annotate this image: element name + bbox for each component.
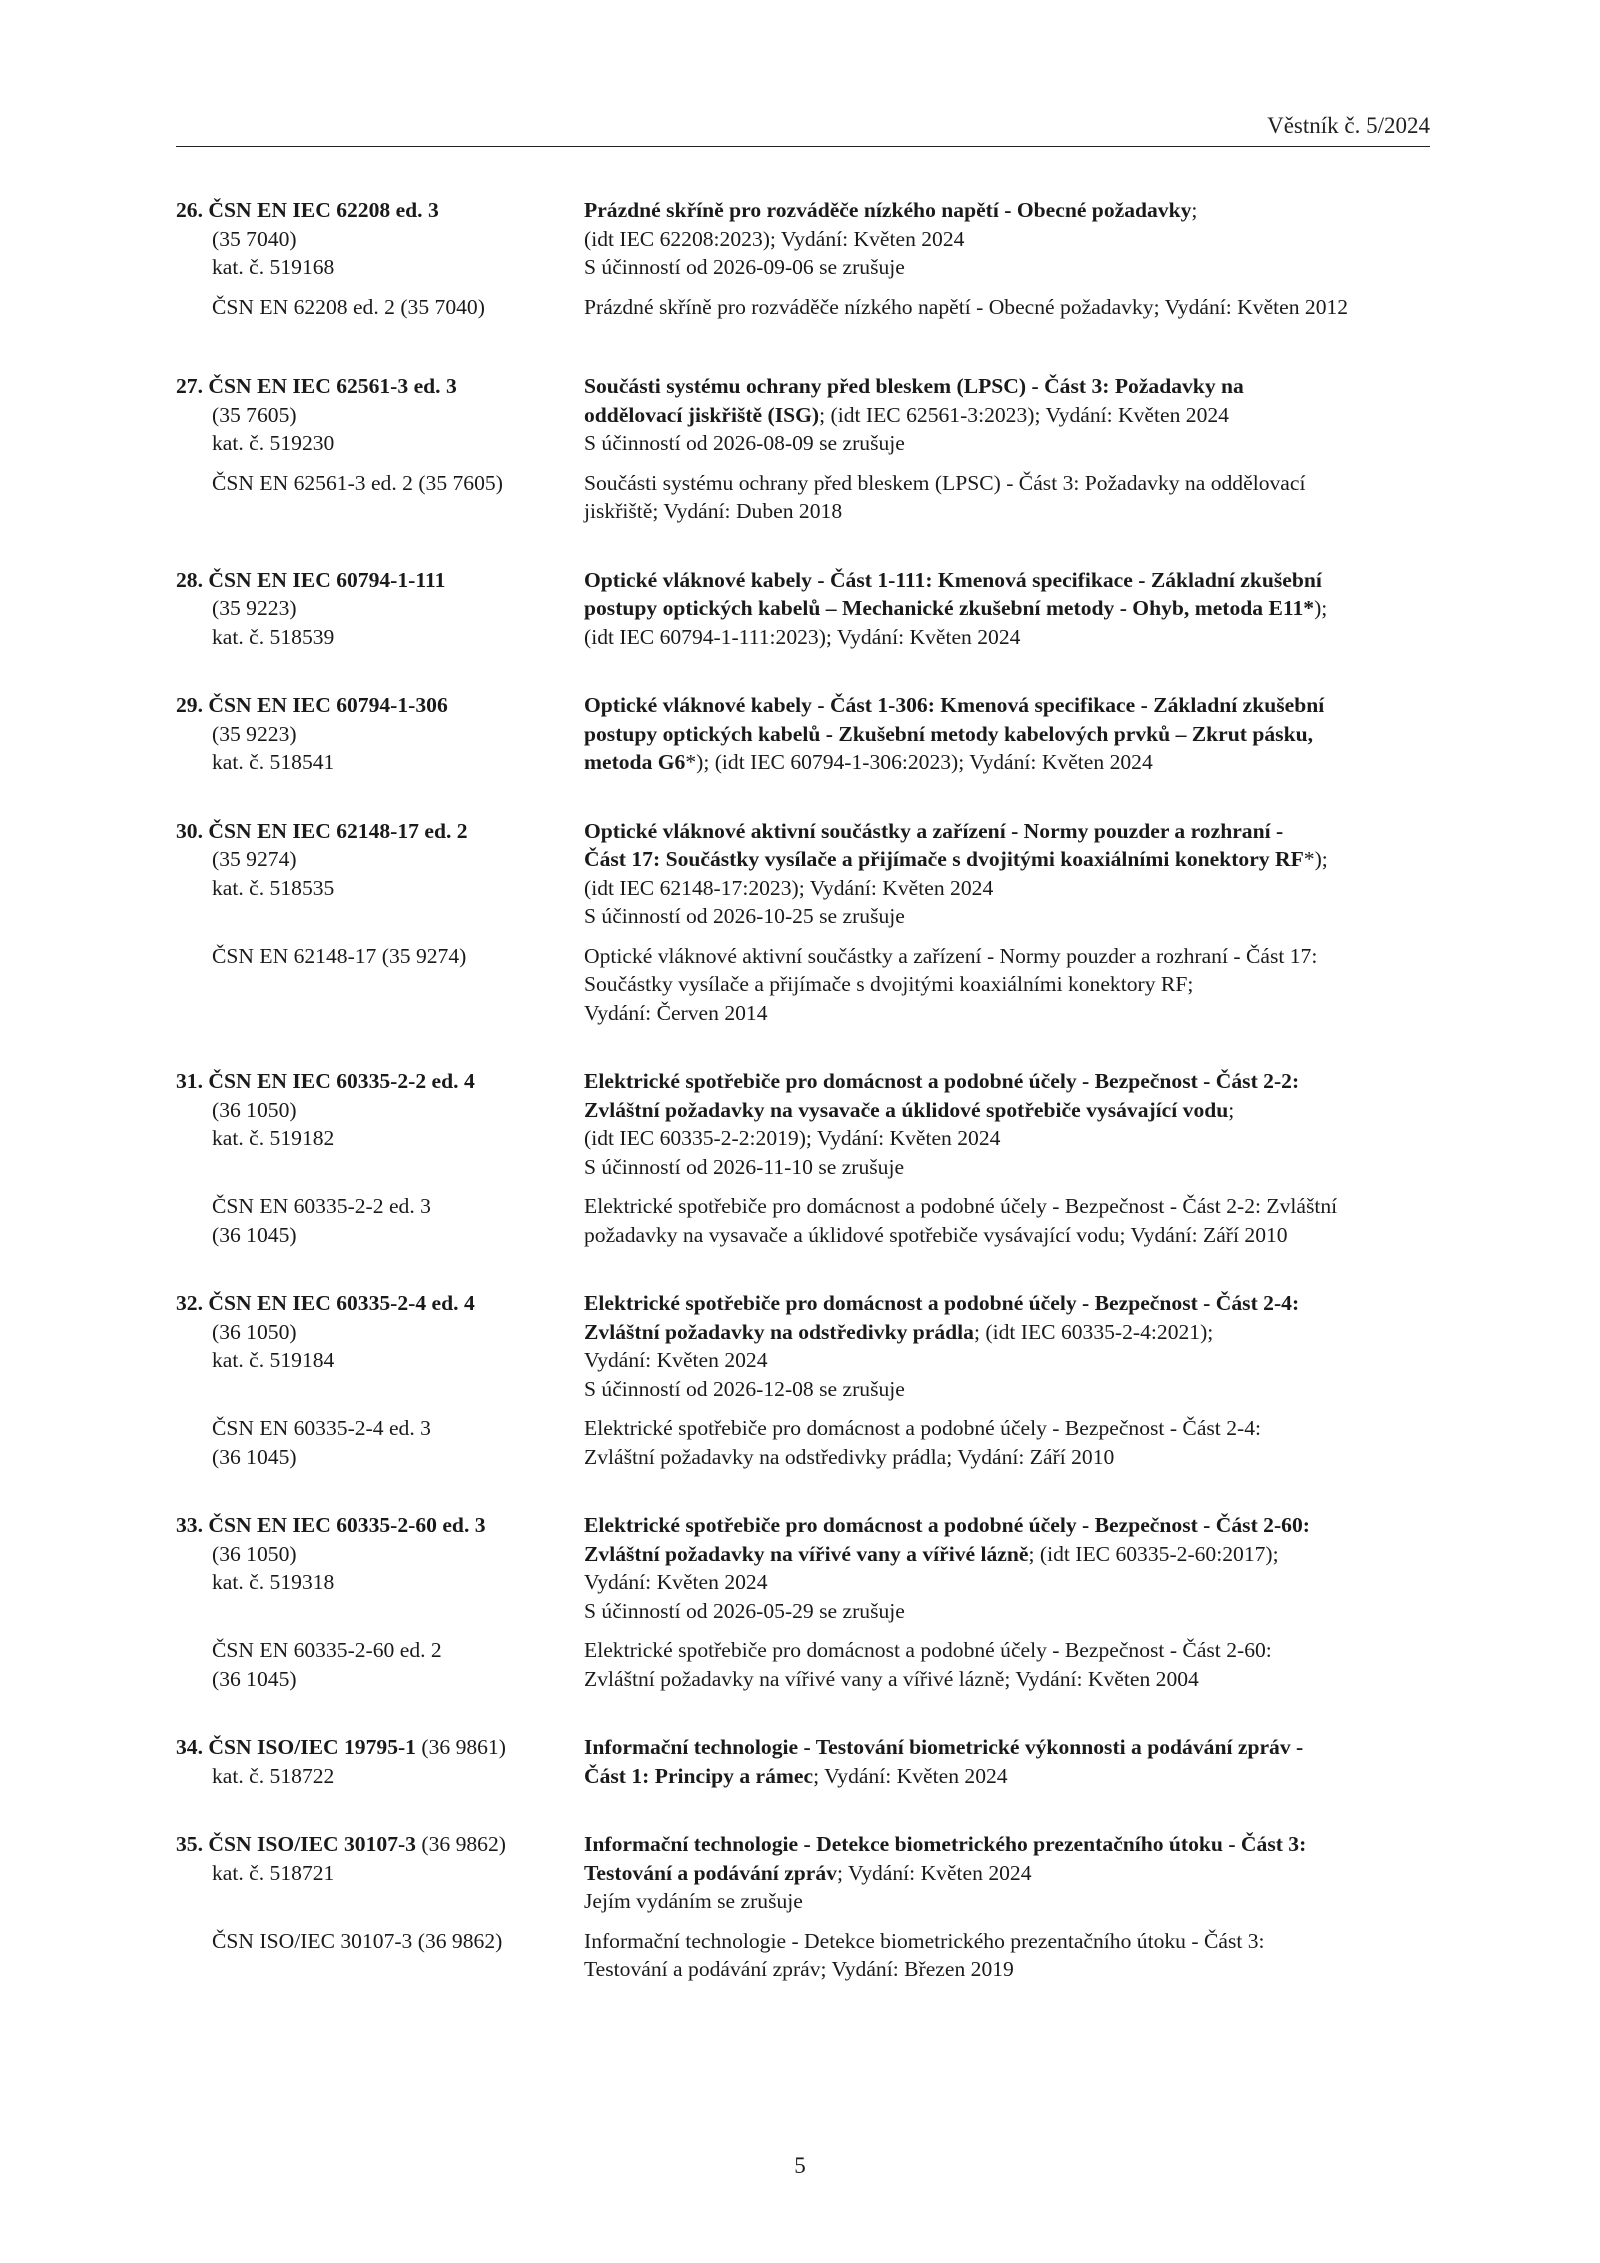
standard-code: ČSN EN IEC 60335-2-60 ed. 3 bbox=[208, 1513, 486, 1537]
classification-number: (36 9861) bbox=[415, 1735, 506, 1759]
standard-description: Optické vláknové aktivní součástky a zařízení - Normy pouzder a rozhraní - Část 17: Součástky vysílače a přijímače s dvojitými koaxiálními konektory RF*); (idt IEC 62148-17:2023); Vydání: Květen 2024 S účinností od 2026-10-25 se zrušuje bbox=[584, 817, 1430, 931]
replaced-standard: ČSN EN 60335-2-60 ed. 2 (36 1045) Elektrické spotřebiče pro domácnost a podobné účely - Bezpečnost - Část 2-60: Zvláštní požadavky na vířivé vany a vířivé lázně; Vydání: Květen 2004 bbox=[176, 1636, 1430, 1693]
replaced-description: Prázdné skříně pro rozváděče nízkého napětí - Obecné požadavky; Vydání: Květen 2012 bbox=[584, 294, 1349, 319]
standard-code: ČSN EN IEC 60794-1-306 bbox=[208, 693, 448, 717]
standard-code: ČSN ISO/IEC 19795-1 bbox=[208, 1735, 416, 1759]
replaced-code: ČSN EN 60335-2-60 ed. 2 bbox=[212, 1638, 442, 1662]
replaced-description: Optické vláknové aktivní součástky a zařízení - Normy pouzder a rozhraní - Část 17: bbox=[584, 943, 1318, 968]
standard-entry bbox=[176, 1830, 1430, 1984]
standard-code: ČSN EN IEC 62148-17 ed. 2 bbox=[208, 818, 468, 843]
standard-title: Optické vláknové aktivní součástky a zařízení - Normy pouzder a rozhraní - bbox=[584, 818, 1284, 843]
standard-description: Optické vláknové kabely - Část 1-111: Kmenová specifikace - Základní zkušební postupy optických kabelů – Mechanické zkušební metody - Ohyb, metoda E11*); (idt IEC 60794-1-111:2023); Vydání: Květen 2024 bbox=[584, 566, 1430, 652]
effectivity-note: S účinností od 2026-09-06 se zrušuje bbox=[584, 255, 905, 279]
entry-number: 34. bbox=[176, 1735, 203, 1759]
replaced-description: Elektrické spotřebiče pro domácnost a podobné účely - Bezpečnost - Část 2-2: Zvláštní bbox=[584, 1194, 1338, 1218]
publication-info: Vydání: Květen 2024 bbox=[584, 1570, 768, 1594]
standard-code: ČSN ISO/IEC 30107-3 bbox=[208, 1832, 416, 1856]
effectivity-note: S účinností od 2026-08-09 se zrušuje bbox=[584, 431, 905, 455]
standard-title: Součásti systému ochrany před bleskem (LPSC) - Část 3: Požadavky na bbox=[584, 374, 1244, 398]
standard-description: Informační technologie - Testování biometrické výkonnosti a podávání zpráv - Část 1: Principy a rámec; Vydání: Květen 2024 bbox=[584, 1735, 1304, 1788]
standard-title: Optické vláknové kabely - Část 1-111: Kmenová specifikace - Základní zkušební bbox=[584, 567, 1322, 592]
catalog-number: kat. č. 519230 bbox=[212, 431, 335, 455]
standard-description: Elektrické spotřebiče pro domácnost a podobné účely - Bezpečnost - Část 2-60: Zvláštní požadavky na vířivé vany a vířivé lázně; (idt IEC 60335-2-60:2017); Vydání: Květen 2024 S účinností od 2026-05-29 se zrušuje bbox=[584, 1511, 1430, 1625]
entry-number: 35. bbox=[176, 1832, 203, 1856]
standard-title: Elektrické spotřebiče pro domácnost a podobné účely - Bezpečnost - Část 2-4: bbox=[584, 1291, 1300, 1315]
publication-info: (idt IEC 60335-2-2:2019); Vydání: Květen 2024 bbox=[584, 1126, 1001, 1150]
replaced-code: ČSN ISO/IEC 30107-3 (36 9862) bbox=[212, 1928, 503, 1953]
catalog-number: kat. č. 519168 bbox=[212, 255, 335, 279]
standard-title: Informační technologie - Testování biometrické výkonnosti a podávání zpráv - bbox=[584, 1735, 1304, 1759]
standard-identifiers bbox=[176, 1067, 584, 1181]
publication-info: (idt IEC 60794-1-111:2023); Vydání: Květen 2024 bbox=[584, 624, 1021, 649]
replaced-code: ČSN EN 62561-3 ed. 2 (35 7605) bbox=[212, 470, 503, 495]
standard-description: Informační technologie - Detekce biometrického prezentačního útoku - Část 3: Testování a podávání zpráv; Vydání: Květen 2024 Jejím vydáním se zrušuje bbox=[584, 1830, 1430, 1916]
replaced-standard bbox=[176, 293, 1430, 322]
classification-number: (35 9223) bbox=[212, 596, 297, 620]
standard-identifiers bbox=[176, 1289, 584, 1403]
standard-title: Elektrické spotřebiče pro domácnost a podobné účely - Bezpečnost - Část 2-2: bbox=[584, 1069, 1300, 1093]
replaced-standard: ČSN ISO/IEC 30107-3 (36 9862) Informační technologie - Detekce biometrického prezentačního útoku - Část 3: Testování a podávání zpráv; Vydání: Březen 2019 bbox=[176, 1927, 1430, 1984]
standard-description: Prázdné skříně pro rozváděče nízkého napětí - Obecné požadavky; (idt IEC 62208:2023); Vydání: Květen 2024 S účinností od 2026-09-06 se zrušuje bbox=[584, 196, 1430, 282]
standard-entry bbox=[176, 566, 1430, 652]
catalog-number: kat. č. 518535 bbox=[212, 875, 335, 900]
classification-number: (36 1050) bbox=[212, 1097, 297, 1122]
classification-number: (35 9274) bbox=[212, 847, 297, 871]
effectivity-note: S účinností od 2026-10-25 se zrušuje bbox=[584, 904, 905, 928]
classification-number: (36 9862) bbox=[415, 1832, 506, 1856]
standard-title: Informační technologie - Detekce biometrického prezentačního útoku - Část 3: bbox=[584, 1832, 1307, 1856]
standard-identifiers bbox=[176, 691, 584, 777]
effectivity-note: Jejím vydáním se zrušuje bbox=[584, 1889, 803, 1913]
standard-code: ČSN EN IEC 60335-2-2 ed. 4 bbox=[208, 1069, 475, 1093]
replaced-classification: (36 1045) bbox=[212, 1444, 297, 1469]
bulletin-title: Věstník č. 5/2024 bbox=[1267, 113, 1430, 138]
entry-number: 26. bbox=[176, 198, 203, 222]
catalog-number: kat. č. 519318 bbox=[212, 1570, 335, 1594]
entry-number: 28. bbox=[176, 567, 203, 592]
entry-number: 29. bbox=[176, 693, 203, 717]
standard-entry bbox=[176, 1067, 1430, 1249]
standard-description: Elektrické spotřebiče pro domácnost a podobné účely - Bezpečnost - Část 2-4: Zvláštní požadavky na odstředivky prádla; (idt IEC 60335-2-4:2021); Vydání: Květen 2024 S účinností od 2026-12-08 se zrušuje bbox=[584, 1289, 1430, 1403]
publication-info: Vydání: Květen 2024 bbox=[584, 1348, 768, 1372]
page-number: 5 bbox=[794, 2153, 806, 2178]
standard-identifiers bbox=[176, 1511, 584, 1625]
entry-number: 33. bbox=[176, 1513, 203, 1537]
standard-entry bbox=[176, 1511, 1430, 1693]
catalog-number: kat. č. 518539 bbox=[212, 624, 335, 649]
entry-number: 27. bbox=[176, 374, 203, 398]
classification-number: (36 1050) bbox=[212, 1319, 297, 1344]
publication-info: (idt IEC 62148-17:2023); Vydání: Květen 2024 bbox=[584, 875, 994, 900]
catalog-number: kat. č. 518722 bbox=[212, 1763, 335, 1788]
effectivity-note: S účinností od 2026-05-29 se zrušuje bbox=[584, 1598, 905, 1623]
standard-title: Elektrické spotřebiče pro domácnost a podobné účely - Bezpečnost - Část 2-60: bbox=[584, 1513, 1310, 1537]
standard-entry bbox=[176, 1733, 1430, 1790]
replaced-description: Elektrické spotřebiče pro domácnost a podobné účely - Bezpečnost - Část 2-60: bbox=[584, 1638, 1272, 1662]
replaced-description: Informační technologie - Detekce biometrického prezentačního útoku - Část 3: bbox=[584, 1928, 1265, 1953]
publication-info: (idt IEC 62208:2023); Vydání: Květen 2024 bbox=[584, 226, 965, 251]
effectivity-note: S účinností od 2026-11-10 se zrušuje bbox=[584, 1154, 905, 1179]
standard-identifiers bbox=[176, 196, 584, 282]
catalog-number: kat. č. 518721 bbox=[212, 1860, 335, 1885]
catalog-number: kat. č. 519184 bbox=[212, 1348, 335, 1372]
standard-identifiers bbox=[176, 566, 584, 652]
replaced-standard: ČSN EN 60335-2-2 ed. 3 (36 1045) Elektrické spotřebiče pro domácnost a podobné účely - Bezpečnost - Část 2-2: Zvláštní požadavky na vysavače a úklidové spotřebiče vysávající vodu; Vydání: Září 2010 bbox=[176, 1192, 1430, 1249]
entry-number: 31. bbox=[176, 1069, 203, 1093]
replaced-standard: ČSN EN 60335-2-4 ed. 3 (36 1045) Elektrické spotřebiče pro domácnost a podobné účely - Bezpečnost - Část 2-4: Zvláštní požadavky na odstředivky prádla; Vydání: Září 2010 bbox=[176, 1414, 1430, 1471]
standards-list bbox=[176, 196, 1430, 2024]
standard-description: Optické vláknové kabely - Část 1-306: Kmenová specifikace - Základní zkušební postupy optických kabelů - Zkušební metody kabelových prvků – Zkrut pásku, metoda G6*); (idt IEC 60794-1-306:2023); Vydání: Květen 2024 bbox=[584, 693, 1325, 774]
replaced-description: Součásti systému ochrany před bleskem (LPSC) - Část 3: Požadavky na oddělovací bbox=[584, 470, 1306, 495]
classification-number: (35 7040) bbox=[212, 226, 297, 251]
standard-entry bbox=[176, 817, 1430, 1028]
standard-identifiers bbox=[176, 817, 584, 931]
catalog-number: kat. č. 519182 bbox=[212, 1126, 335, 1150]
replaced-description: Elektrické spotřebiče pro domácnost a podobné účely - Bezpečnost - Část 2-4: bbox=[584, 1416, 1261, 1440]
effectivity-note: S účinností od 2026-12-08 se zrušuje bbox=[584, 1376, 905, 1401]
standard-identifiers bbox=[176, 1830, 584, 1916]
standard-title: Optické vláknové kabely - Část 1-306: Kmenová specifikace - Základní zkušební bbox=[584, 693, 1325, 717]
standard-code: ČSN EN IEC 60794-1-111 bbox=[208, 567, 446, 592]
standard-entry bbox=[176, 1289, 1430, 1471]
replaced-classification: (36 1045) bbox=[212, 1666, 297, 1691]
page-header bbox=[176, 112, 1430, 147]
standard-identifiers bbox=[176, 372, 584, 458]
entry-number: 32. bbox=[176, 1291, 203, 1315]
replaced-standard: ČSN EN 62561-3 ed. 2 (35 7605) Součásti systému ochrany před bleskem (LPSC) - Část 3: Požadavky na oddělovací jiskřiště; Vydání: Duben 2018 bbox=[176, 469, 1430, 526]
replaced-code: ČSN EN 62148-17 (35 9274) bbox=[212, 943, 467, 968]
classification-number: (35 7605) bbox=[212, 402, 297, 427]
replaced-code: ČSN EN 60335-2-4 ed. 3 bbox=[212, 1416, 431, 1440]
standard-entry bbox=[176, 372, 1430, 526]
standard-code: ČSN EN IEC 60335-2-4 ed. 4 bbox=[208, 1291, 475, 1315]
standard-description: Součásti systému ochrany před bleskem (LPSC) - Část 3: Požadavky na oddělovací jiskřiště (ISG); (idt IEC 62561-3:2023); Vydání: Květen 2024 S účinností od 2026-08-09 se zrušuje bbox=[584, 372, 1430, 458]
replaced-classification: (36 1045) bbox=[212, 1222, 297, 1247]
replaced-standard: ČSN EN 62148-17 (35 9274) Optické vláknové aktivní součástky a zařízení - Normy pouzder a rozhraní - Část 17: Součástky vysílače a přijímače s dvojitými koaxiálními konektory RF; Vydání: Červen 2014 bbox=[176, 942, 1430, 1028]
standard-identifiers bbox=[176, 1733, 584, 1790]
standard-code: ČSN EN IEC 62208 ed. 3 bbox=[208, 198, 439, 222]
catalog-number: kat. č. 518541 bbox=[212, 750, 335, 774]
replaced-code: ČSN EN 60335-2-2 ed. 3 bbox=[212, 1194, 431, 1218]
entry-number: 30. bbox=[176, 818, 203, 843]
standard-entry bbox=[176, 196, 1430, 321]
standard-entry bbox=[176, 691, 1430, 777]
standard-title: Prázdné skříně pro rozváděče nízkého napětí - Obecné požadavky bbox=[584, 198, 1192, 222]
standard-code: ČSN EN IEC 62561-3 ed. 3 bbox=[208, 374, 457, 398]
classification-number: (36 1050) bbox=[212, 1541, 297, 1566]
classification-number: (35 9223) bbox=[212, 721, 297, 746]
standard-description: Elektrické spotřebiče pro domácnost a podobné účely - Bezpečnost - Část 2-2: Zvláštní požadavky na vysavače a úklidové spotřebiče vysávající vodu; (idt IEC 60335-2-2:2019); Vydání: Květen 2024 S účinností od 2026-11-10 se zrušuje bbox=[584, 1067, 1430, 1181]
replaced-code: ČSN EN 62208 ed. 2 (35 7040) bbox=[212, 294, 485, 319]
